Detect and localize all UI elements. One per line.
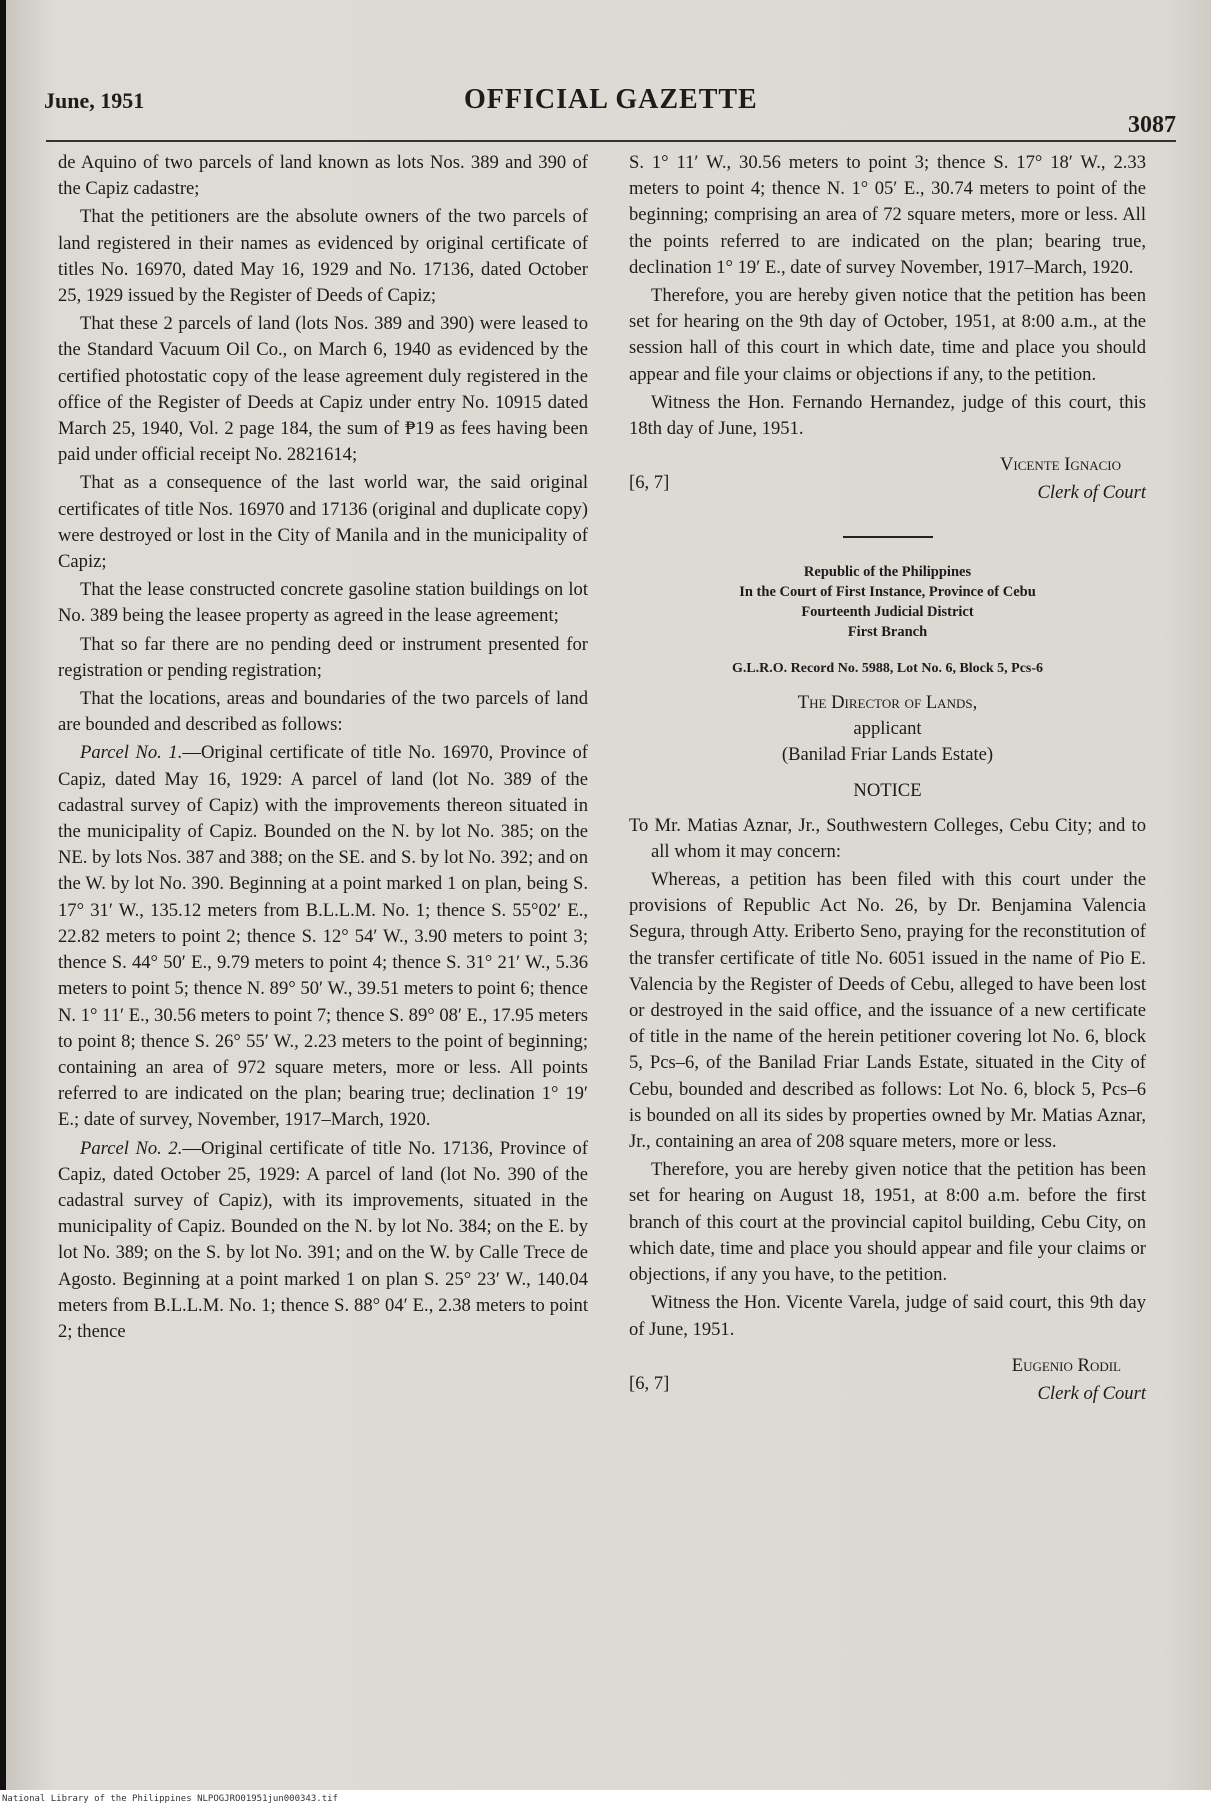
page-header	[44, 82, 1176, 138]
paragraph: That the lease constructed concrete gasoline station buildings on lot No. 389 being the leasee property as agreed in the lease agreement;	[58, 579, 588, 627]
paragraph: That as a consequence of the last world war, the said original certificates of title Nos. 16970 and 17136 (original and duplicate copy) were destroyed or lost in the City of Manila and in the municipality of Capiz;	[58, 472, 588, 573]
parcel-2-description	[58, 1136, 588, 1346]
right-column	[629, 150, 1146, 1419]
parcel-2-continuation: S. 1° 11′ W., 30.56 meters to point 3; thence S. 17° 18′ W., 2.33 meters to point 4; thence N. 1° 05′ E., 30.74 meters to point of the beginning; comprising an area of 72 square meters, more or less. All the points referred to are indicated on the plan; bearing true, declination 1° 19′ E., date of survey November, 1917–March, 1920.	[629, 152, 1146, 278]
parcel-2-label: Parcel No. 2.	[80, 1137, 183, 1159]
paragraph: That the petitioners are the absolute owners of the two parcels of land registered in their names as evidenced by original certificate of titles No. 16970, dated May 16, 1929 and No. 17136, dated October 25, 1929 issued by the Register of Deeds of Capiz;	[58, 206, 588, 307]
clerk-title: Clerk of Court	[1037, 1382, 1146, 1404]
publication-title: OFFICIAL GAZETTE	[464, 84, 758, 115]
parcel-1-label: Parcel No. 1.	[80, 742, 183, 764]
court-line: Fourteenth Judicial District	[801, 604, 974, 621]
whereas-paragraph: Whereas, a petition has been filed with this court under the provisions of Republic Act No. 26, by Dr. Benjamina Valencia Segura, through Atty. Eriberto Seno, praying for the reconstitution of the transfer certificate of title No. 6051 issued in the name of Pio E. Valencia by the Register of Deeds of Cebu, alleged to have been lost or destroyed in the said office, and the issuance of a new certificate of title in the name of the herein petitioner covering lot No. 6, block 5, Pcs–6, of the Banilad Friar Lands Estate, situated in the City of Cebu, bounded and described as follows: Lot No. 6, block 5, Pcs–6 is bounded on all its sides by properties owned by Mr. Matias Aznar, Jr., containing an area of 208 square meters, more or less.	[629, 869, 1146, 1153]
court-line: First Branch	[847, 624, 928, 641]
parcel-2-text: —Original certificate of title No. 17136, Province of Capiz, dated October 25, 1929: A parcel of land (lot No. 390 of the cadastral survey of Capiz), with its improvements, situated in the municipality of Capiz. Bounded on the N. by lot No. 384; on the E. by lot No. 389; on the S. by lot No. 391; and on the W. by Calle Trece de Agosto. Beginning at a point marked 1 on plan S. 25° 23′ W., 140.04 meters from B.L.L.M. No. 1; thence S. 88° 04′ E., 2.38 meters to point 2; thence	[58, 1137, 589, 1342]
paragraph: That so far there are no pending deed or instrument presented for registration or pending registration;	[58, 633, 588, 681]
header-rule	[46, 140, 1176, 142]
clerk-name: Eugenio Rodil	[1011, 1354, 1121, 1376]
applicant-line	[629, 690, 1146, 742]
court-line: In the Court of First Instance, Province of Cebu	[739, 584, 1036, 601]
record-number: G.L.R.O. Record No. 5988, Lot No. 6, Block 5, Pcs-6	[731, 661, 1044, 677]
scan-footer: National Library of the Philippines NLPOGJRO01951jun000343.tif	[0, 1790, 1211, 1808]
issue-reference: [6, 7]	[629, 472, 670, 494]
clerk-name: Vicente Ignacio	[999, 454, 1121, 476]
witness-paragraph: Witness the Hon. Fernando Hernandez, judge of this court, this 18th day of June, 1951.	[629, 391, 1146, 440]
page-number: 3087	[1128, 112, 1176, 138]
court-heading	[629, 562, 1146, 642]
gazette-page	[6, 0, 1211, 1790]
notice-title: NOTICE	[853, 780, 922, 802]
clerk-title: Clerk of Court	[1037, 482, 1146, 504]
signature-block	[629, 1353, 1146, 1411]
parcel-1-text: —Original certificate of title No. 16970, Province of Capiz, dated May 16, 1929: A parcel of land (lot No. 389 of the cadastral survey of Capiz) with the improvements thereon situated in the municipality of Capiz. Bounded on the N. by lot No. 385; on the NE. by lots Nos. 387 and 388; on the SE. and S. by lot No. 392; and on the W. by lot No. 390. Beginning at a point marked 1 on plan, being S. 17° 31′ W., 135.12 meters from B.L.L.M. No. 1; thence S. 55°02′ E., 22.82 meters to point 2; thence S. 12° 54′ W., 3.90 meters to point 3; thence S. 44° 50′ E., 9.79 meters to point 4; thence S. 31° 21′ W., 5.36 meters to point 5; thence N. 89° 50′ W., 39.51 meters to point 6; thence N. 1° 11′ E., 30.56 meters to point 7; thence S. 89° 08′ E., 17.95 meters to point 8; thence S. 26° 55′ W., 2.23 meters to the point of beginning; containing an area of 972 square meters, more or less. All points referred to are indicated on the plan; bearing true; declination 1° 19′ E.; date of survey, November, 1917–March, 1920.	[58, 742, 589, 1131]
applicant-role: applicant	[853, 718, 922, 740]
notice-divider	[843, 536, 933, 538]
parcel-1-description	[58, 740, 588, 1133]
signature-block	[629, 452, 1146, 510]
issue-date: June, 1951	[44, 88, 145, 113]
paragraph: de Aquino of two parcels of land known as lots Nos. 389 and 390 of the Capiz cadastre;	[58, 152, 588, 200]
issue-reference: [6, 7]	[629, 1372, 670, 1394]
addressee-line: To Mr. Matias Aznar, Jr., Southwestern Colleges, Cebu City; and to all whom it may concern:	[629, 814, 1146, 862]
paragraph: That the locations, areas and boundaries of the two parcels of land are bounded and described as follows:	[58, 688, 588, 736]
paragraph: That these 2 parcels of land (lots Nos. 389 and 390) were leased to the Standard Vacuum Oil Co., on March 6, 1940 as evidenced by the certified photostatic copy of the lease agreement duly registered in the office of the Register of Deeds at Capiz under entry No. 10915 dated March 25, 1940, Vol. 2 page 184, the sum of ₱19 as fees having been paid under official receipt No. 2821614;	[58, 313, 588, 466]
hearing-notice-paragraph: Therefore, you are hereby given notice that the petition has been set for hearing on August 18, 1951, at 8:00 a.m. before the first branch of this court at the provincial capitol building, Cebu City, on which date, time and place you should appear and file your claims or objections, if any you have, to the petition.	[629, 1159, 1146, 1286]
left-column	[58, 150, 588, 1347]
witness-paragraph: Witness the Hon. Vicente Varela, judge of said court, this 9th day of June, 1951.	[629, 1292, 1146, 1340]
applicant-block	[629, 690, 1146, 768]
applicant-estate: (Banilad Friar Lands Estate)	[781, 744, 994, 766]
applicant-name: The Director of Lands,	[797, 692, 978, 714]
hearing-notice-paragraph: Therefore, you are hereby given notice that the petition has been set for hearing on the 9th day of October, 1951, at 8:00 a.m., at the session hall of this court in which date, time and place you should appear and file your claims or objections if any, to the petition.	[629, 285, 1146, 385]
court-line: Republic of the Philippines	[803, 564, 972, 581]
